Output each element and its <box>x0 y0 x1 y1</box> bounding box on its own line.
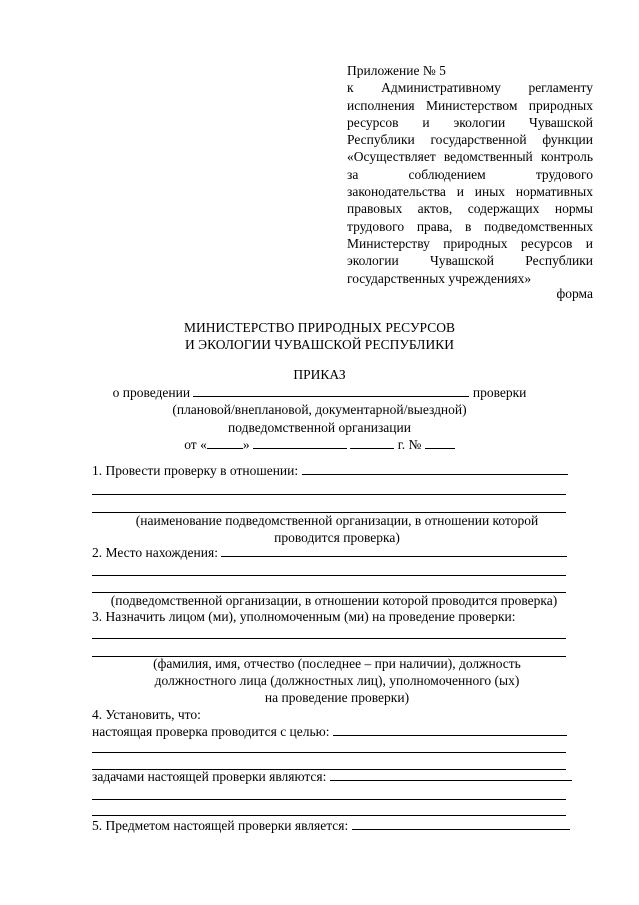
ministry-name <box>0 319 639 354</box>
item-4-tasks-field[interactable] <box>330 768 572 781</box>
order-month-field[interactable] <box>253 436 347 449</box>
item-2-label: 2. Место нахождения: <box>92 545 218 560</box>
appendix-text: к Административному регламенту исполнения Министерством природных ресурсов и экологии Чувашской Республики государственной функции «Осуществляет ведомственный контроль за соблюдением трудового законодательства и иных нормативных правовых актов, содержащих нормы трудового права, в подведомственных Министерству природных ресурсов и экологии Чувашской Республики государственных учреждениях» <box>347 80 593 286</box>
order-date-line <box>0 436 639 453</box>
item-1-field-line-2[interactable] <box>92 494 566 495</box>
item-3-note-line-2: должностного лица (должностных лиц), уполномоченного (ых) <box>154 673 520 688</box>
item-3-note-line-1: (фамилия, имя, отчество (последнее – при наличии), должность <box>153 656 521 671</box>
item-3-note-line-3: на проведение проверки) <box>264 690 410 705</box>
item-3-row <box>92 608 516 625</box>
order-date-prefix: от « <box>184 436 207 452</box>
item-5-field[interactable] <box>352 817 570 830</box>
item-4-goal-row <box>92 723 567 740</box>
item-1-note <box>92 512 582 546</box>
appendix-block <box>347 62 593 287</box>
item-4-goal-line-2[interactable] <box>92 752 566 753</box>
appendix-number: Приложение № 5 <box>347 63 446 78</box>
item-4-goal-label: настоящая проверка проводится с целью: <box>92 724 330 739</box>
order-type-field[interactable] <box>193 384 469 397</box>
order-about-suffix: проверки <box>472 385 527 400</box>
item-2-note-line: (подведомственной организации, в отношении которой проводится проверка) <box>110 593 558 608</box>
order-day-field[interactable] <box>207 436 243 449</box>
order-date-mid: » <box>242 436 250 452</box>
order-title: ПРИКАЗ <box>293 367 346 382</box>
order-header <box>0 384 639 453</box>
item-1-note-line-2: проводится проверка) <box>274 530 400 545</box>
order-about-line <box>0 384 639 401</box>
item-1-note-line-1: (наименование подведомственной организации, в отношении которой <box>135 513 539 528</box>
order-number-prefix: г. № <box>397 436 422 452</box>
item-1-field[interactable] <box>302 462 568 475</box>
item-2-row <box>92 544 567 561</box>
ministry-line-1: МИНИСТЕРСТВО ПРИРОДНЫХ РЕСУРСОВ <box>184 320 455 335</box>
item-2-field[interactable] <box>221 544 567 557</box>
item-5-row <box>92 817 570 834</box>
item-4-label: 4. Установить, что: <box>92 707 201 722</box>
item-3-label: 3. Назначить лицом (ми), уполномоченным (ми) на проведение проверки: <box>92 609 516 624</box>
order-number-field[interactable] <box>425 436 455 449</box>
item-3-note <box>92 655 582 706</box>
item-4-tasks-line-2[interactable] <box>92 799 566 800</box>
ministry-line-2: И ЭКОЛОГИИ ЧУВАШСКОЙ РЕСПУБЛИКИ <box>185 337 454 353</box>
item-5-label: 5. Предметом настоящей проверки является: <box>92 818 349 833</box>
item-4-tasks-label: задачами настоящей проверки являются: <box>92 769 327 784</box>
item-2-field-line-2[interactable] <box>92 575 566 576</box>
item-1-row <box>92 462 568 479</box>
item-4-tasks-line-3[interactable] <box>92 815 566 816</box>
order-kind-hint: (плановой/внеплановой, документарной/выездной) <box>172 402 467 418</box>
item-3-field-line-1[interactable] <box>92 638 566 639</box>
form-label: форма <box>556 286 593 301</box>
item-4-tasks-row <box>92 768 572 785</box>
order-about-prefix: о проведении <box>112 385 191 400</box>
item-2-note <box>88 592 580 609</box>
item-1-label: 1. Провести проверку в отношении: <box>92 463 299 478</box>
order-year-field[interactable] <box>350 436 394 449</box>
order-object: подведомственной организации <box>228 419 411 435</box>
item-4-goal-field[interactable] <box>333 723 567 736</box>
